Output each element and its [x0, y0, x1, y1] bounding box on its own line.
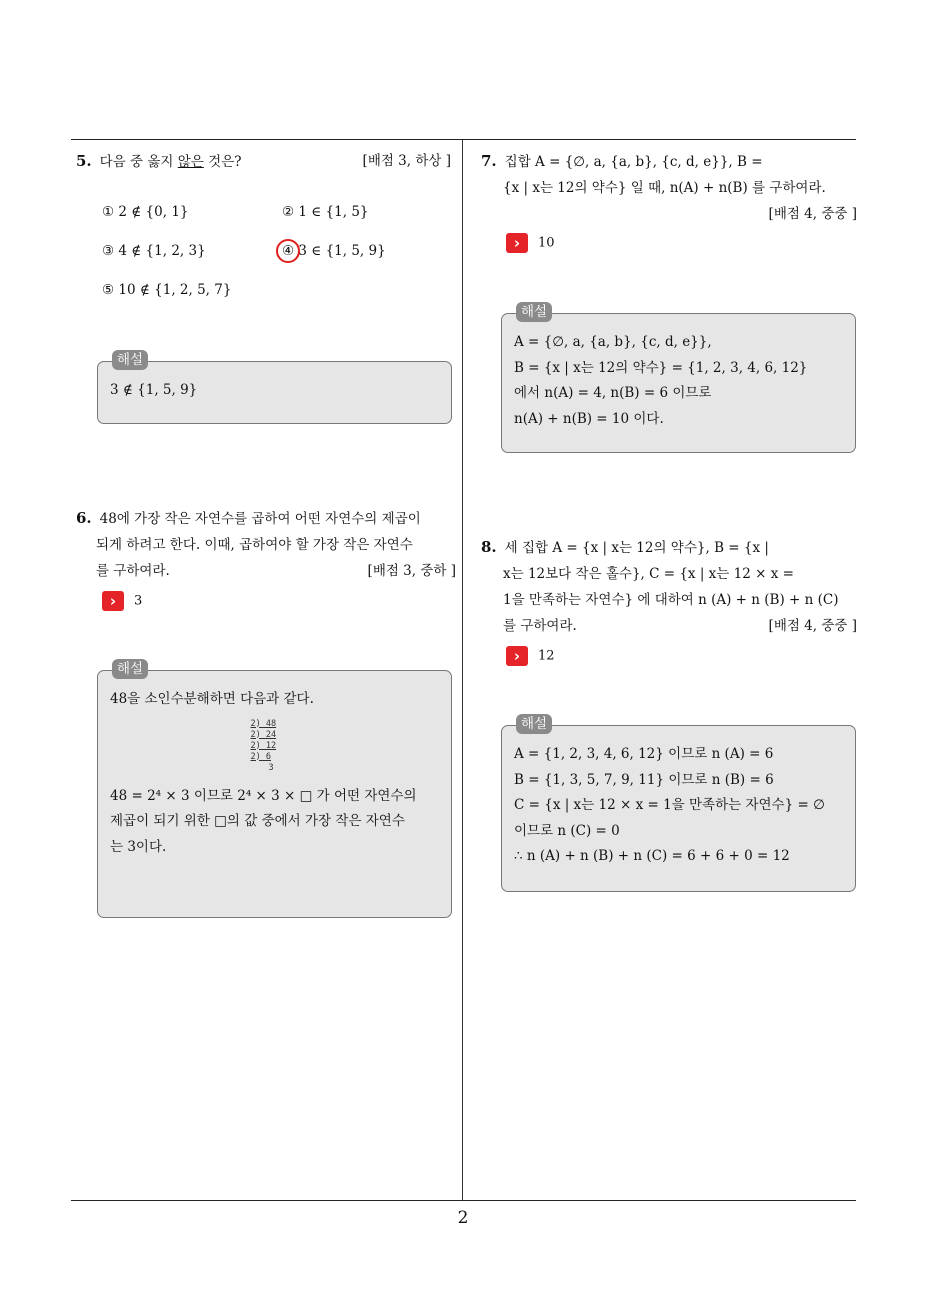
- explanation-line: ∴ n (A) + n (B) + n (C) = 6 + 6 + 0 = 12: [514, 848, 790, 864]
- explanation-line: 는 3이다.: [110, 838, 167, 855]
- answer-value: 10: [538, 235, 555, 251]
- explanation-box-8: [501, 716, 856, 892]
- question-number: 8.: [481, 538, 497, 556]
- explanation-label: 해설: [112, 350, 148, 370]
- question-6: [76, 505, 456, 584]
- answer-value: 12: [538, 648, 555, 664]
- explanation-label: 해설: [516, 302, 552, 322]
- question-text-line: 집합 A = {∅, a, {a, b}, {c, d, e}}, B =: [504, 154, 763, 170]
- explanation-line: 이므로 n (C) = 0: [514, 822, 620, 839]
- question-text-line: 세 집합 A = {x | x는 12의 약수}, B = {x |: [504, 540, 769, 556]
- question-text-line: 되게 하려고 한다. 이때, 곱하여야 할 가장 작은 자연수: [96, 537, 413, 553]
- points-label: [배점 3, 중하 ]: [367, 563, 456, 579]
- option-3: ③ 4 ∉ {1, 2, 3}: [102, 243, 206, 259]
- answer-row: [102, 591, 142, 611]
- question-number: 6.: [76, 509, 92, 527]
- answer-row: [506, 233, 555, 253]
- question-8: [481, 534, 857, 639]
- points-label: [배점 4, 중중 ]: [768, 206, 857, 222]
- explanation-label: 해설: [112, 659, 148, 679]
- question-text-line: 1을 만족하는 자연수} 에 대하여 n (A) + n (B) + n (C): [503, 592, 839, 608]
- question-7: [481, 148, 857, 227]
- option-5: ⑤ 10 ∉ {1, 2, 5, 7}: [102, 282, 232, 298]
- points-label: [배점 4, 중중 ]: [768, 618, 857, 634]
- explanation-line: 제곱이 되기 위한 □의 값 중에서 가장 작은 자연수: [110, 813, 405, 829]
- prime-factorization-diagram: 2) 48 2) 24 2) 12 2) 6 3: [250, 718, 277, 773]
- explanation-line: n(A) + n(B) = 10 이다.: [514, 410, 664, 427]
- explanation-line: C = {x | x는 12 × x = 1을 만족하는 자연수} = ∅: [514, 797, 825, 813]
- explanation-label: 해설: [516, 714, 552, 734]
- answer-value: 3: [134, 593, 143, 609]
- explanation-line: 48을 소인수분해하면 다음과 같다.: [110, 691, 314, 707]
- question-number: 5.: [76, 152, 92, 170]
- question-text-line: {x | x는 12의 약수} 일 때, n(A) + n(B) 를 구하여라.: [503, 180, 826, 196]
- explanation-line: B = {x | x는 12의 약수} = {1, 2, 3, 4, 6, 12}: [514, 359, 808, 376]
- question-text-line: 48에 가장 작은 자연수를 곱하여 어떤 자연수의 제곱이: [99, 511, 421, 527]
- option-1: ① 2 ∉ {0, 1}: [102, 204, 189, 220]
- explanation-line: B = {1, 3, 5, 7, 9, 11} 이므로 n (B) = 6: [514, 771, 774, 788]
- bottom-rule: [71, 1200, 856, 1201]
- explanation-line: 48 = 2⁴ × 3 이므로 2⁴ × 3 × □ 가 어떤 자연수의: [110, 787, 417, 804]
- top-rule: [71, 139, 856, 140]
- explanation-line: A = {1, 2, 3, 4, 6, 12} 이므로 n (A) = 6: [514, 746, 774, 762]
- answer-row: [506, 646, 555, 666]
- explanation-text: 3 ∉ {1, 5, 9}: [110, 382, 198, 398]
- option-2: ② 1 ∈ {1, 5}: [282, 204, 369, 220]
- question-text-line: 를 구하여라.: [503, 618, 577, 634]
- question-text-line: x는 12보다 작은 홀수}, C = {x | x는 12 × x =: [503, 566, 794, 582]
- column-divider: [462, 139, 463, 1200]
- page-number: 2: [457, 1208, 469, 1228]
- explanation-line: 에서 n(A) = 4, n(B) = 6 이므로: [514, 385, 712, 401]
- explanation-box-5: [97, 352, 452, 424]
- explanation-box-7: [501, 304, 856, 453]
- option-4: ④ 3 ∈ {1, 5, 9}: [282, 243, 386, 259]
- answer-arrow-icon: ›: [506, 233, 528, 253]
- explanation-box-6: [97, 661, 452, 918]
- question-text: 다음 중 옳지 않은 것은?: [99, 154, 242, 170]
- question-number: 7.: [481, 152, 497, 170]
- question-5: [76, 148, 451, 175]
- answer-circle-mark: [276, 239, 300, 263]
- explanation-line: A = {∅, a, {a, b}, {c, d, e}},: [514, 334, 712, 350]
- answer-arrow-icon: ›: [506, 646, 528, 666]
- points-label: [배점 3, 하상 ]: [362, 153, 451, 169]
- question-text-line: 를 구하여라.: [96, 563, 170, 579]
- answer-arrow-icon: ›: [102, 591, 124, 611]
